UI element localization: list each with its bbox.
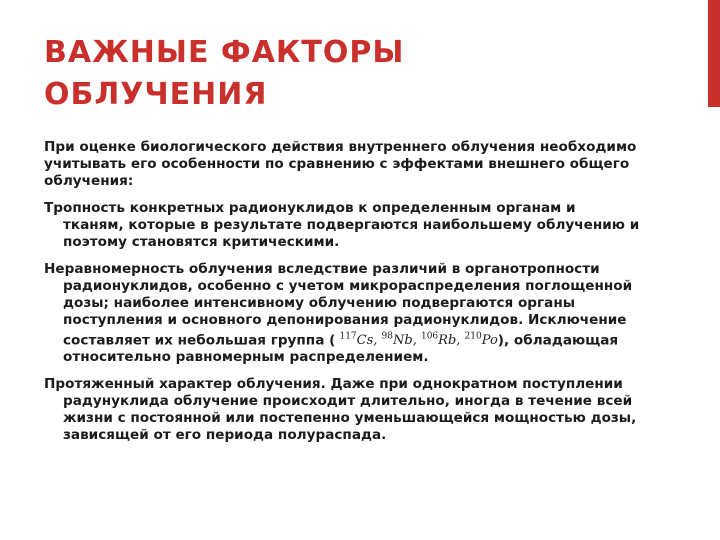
factor-2-paragraph [44, 261, 640, 366]
isotope-formula [335, 333, 497, 348]
isotope-1-separator: , [373, 333, 382, 349]
isotope-4-mass: 210 [464, 332, 482, 342]
title-line-2: ОБЛУЧЕНИЯ [44, 77, 268, 112]
factor-1-paragraph: Тропность конкретных радионуклидов к определенным органам и тканям, которые в результате подвергаются наибольшему облучению и поэтому становятся критическими. [44, 200, 640, 250]
slide-title [44, 32, 664, 116]
factor-3-paragraph: Протяженный характер облучения. Даже при однократном поступлении радунуклида облучение происходит длительно, иногда в течение всей жизни с постоянной или постепенно уменьшающейся мощностью дозы, зависящей от его периода полураспада. [44, 376, 637, 444]
isotope-1-mass: 117 [339, 332, 357, 342]
isotope-3-mass: 106 [420, 332, 439, 342]
isotope-4-symbol: Po [481, 333, 498, 349]
isotope-2-mass: 98 [381, 332, 393, 342]
isotope-2-symbol: Nb [393, 333, 413, 349]
isotope-3-symbol: Rb [438, 333, 457, 349]
factor-2-text-after: ), обладающая относительно равномерным распределением. [63, 332, 619, 366]
isotope-2-separator: , [412, 333, 421, 349]
title-line-1: ВАЖНЫЕ ФАКТОРЫ [44, 35, 405, 70]
factor-2-text-before: Неравномерность облучения вследствие различий в органотропности радионуклидов, особенно с учетом микрораспределения поглощенной дозы; наиболее интенсивному облучению подвергаются органы поступления и основного депонирования радионуклидов. Исключение составляет их небольшая группа ( [44, 261, 633, 349]
intro-paragraph: При оценке биологического действия внутреннего облучения необходимо учитывать его особенности по сравнению с эффектами внешнего общего облучения: [44, 139, 637, 189]
accent-bar [708, 0, 720, 107]
isotope-3-separator: , [456, 333, 465, 349]
isotope-1-symbol: Cs [356, 333, 374, 349]
slide-content [44, 139, 640, 454]
